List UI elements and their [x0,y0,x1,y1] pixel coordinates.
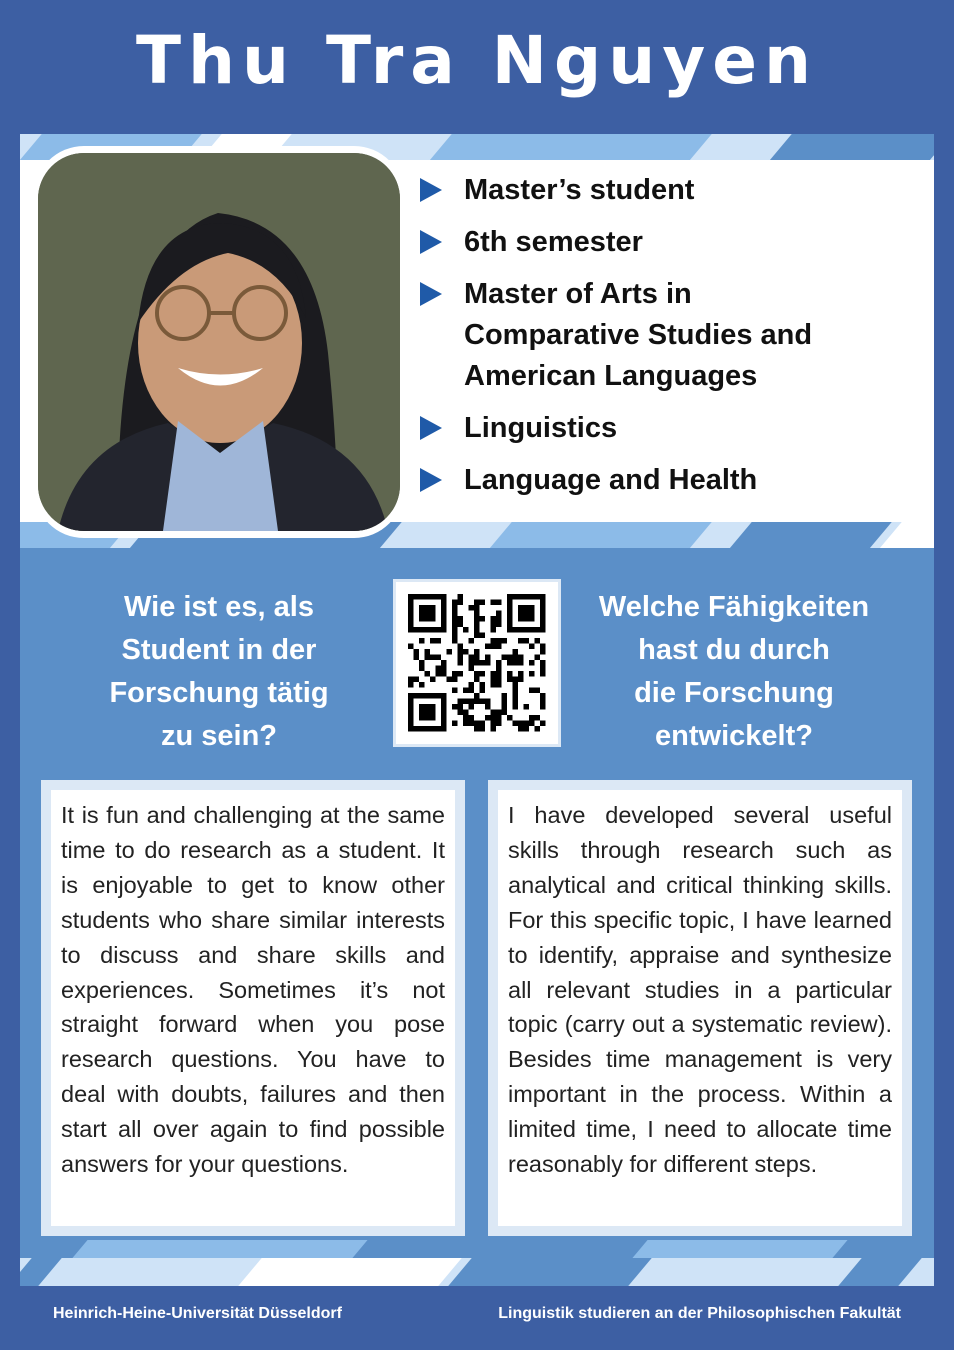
bullet-item: Linguistics [416,408,926,449]
triangle-bullet-icon [420,282,442,306]
bullet-item: 6th semester [416,222,926,263]
decorative-stripe-bottom-upper [20,1240,934,1258]
bullet-item: Master’s student [416,170,926,211]
decorative-stripe-bottom [20,1258,934,1286]
answer-box-right [488,780,912,1236]
bullet-item: Language and Health [416,460,926,501]
page-title: Thu Tra Nguyen [135,22,819,99]
bullet-item: Master of Arts in Comparative Studies and American Languages [416,274,926,397]
answer-box-left [41,780,465,1236]
question-right: Welche Fähigkeiten hast du durch die Forschung entwickelt? [598,591,870,752]
footer-faculty: Linguistik studieren an der Philosophischen Fakultät [498,1305,901,1322]
triangle-bullet-icon [420,416,442,440]
triangle-bullet-icon [420,178,442,202]
question-left: Wie ist es, als Student in der Forschung tätig zu sein? [109,591,329,752]
triangle-bullet-icon [420,468,442,492]
portrait-photo [38,153,400,531]
footer-university: Heinrich-Heine-Universität Düsseldorf [53,1305,342,1322]
qr-code[interactable] [396,582,558,744]
answer-right-text: I have developed several useful skills through research such as analytical and critical thinking skills. For this specific topic, I have learned to identify, appraise and synthesize all relevant studies in a particular topic (carry out a systematic review). Besides time management is very important in the process. Within a limited time, I need to allocate time reasonably for different steps. [508,802,892,1178]
triangle-bullet-icon [420,230,442,254]
answer-left-text: It is fun and challenging at the same time to do research as a student. It is enjoyable to get to know other students who share similar interests to discuss and share skills and experiences. Sometimes it’s not straight forward when you pose research questions. You have to deal with doubts, failures and then start all over again to find possible answers for your questions. [61,802,445,1178]
profile-bullet-list [416,170,926,512]
